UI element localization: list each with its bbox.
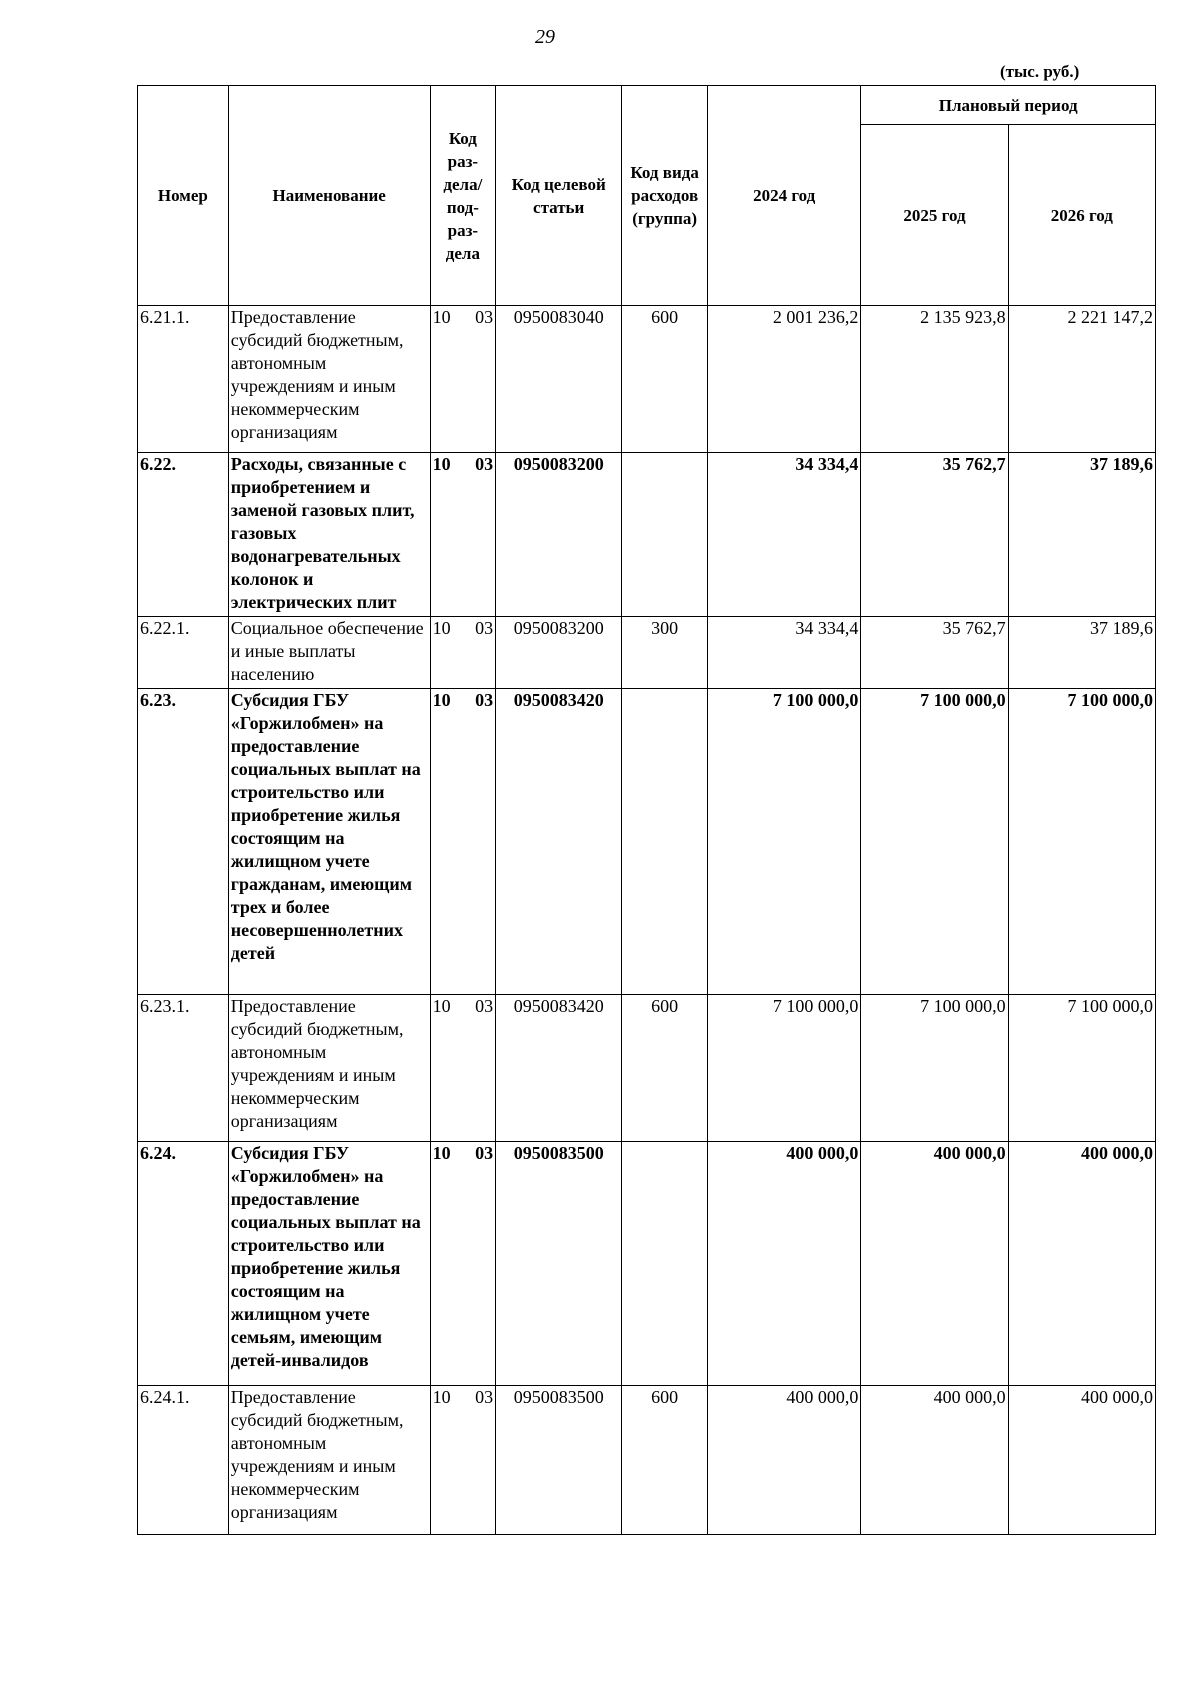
- row-target-code: 0950083200: [496, 453, 622, 617]
- row-amount-2025: 7 100 000,0: [861, 995, 1008, 1142]
- row-amount-2026: 7 100 000,0: [1008, 995, 1155, 1142]
- row-amount-2024: 2 001 236,2: [708, 306, 861, 453]
- row-amount-2026: 400 000,0: [1008, 1142, 1155, 1386]
- row-number: 6.24.1.: [138, 1386, 229, 1535]
- row-amount-2025: 35 762,7: [861, 617, 1008, 689]
- row-amount-2024: 7 100 000,0: [708, 689, 861, 995]
- row-target-code: 0950083200: [496, 617, 622, 689]
- row-amount-2026: 2 221 147,2: [1008, 306, 1155, 453]
- row-expense-type: 600: [622, 306, 708, 453]
- row-expense-type: 300: [622, 617, 708, 689]
- header-number: Номер: [138, 86, 229, 306]
- row-razdel-code: [430, 306, 496, 453]
- row-target-code: 0950083500: [496, 1386, 622, 1535]
- row-number: 6.23.: [138, 689, 229, 995]
- row-razdel-code: [430, 689, 496, 995]
- header-planned-period: Плановый период: [861, 86, 1156, 125]
- row-amount-2026: 37 189,6: [1008, 617, 1155, 689]
- row-amount-2024: 400 000,0: [708, 1142, 861, 1386]
- row-razdel-code: [430, 1142, 496, 1386]
- row-amount-2025: 400 000,0: [861, 1142, 1008, 1386]
- header-razdel: Код раз- дела/ под- раз- дела: [430, 86, 496, 306]
- table-body: [138, 306, 1156, 1535]
- header-year-2024: 2024 год: [708, 86, 861, 306]
- row-number: 6.24.: [138, 1142, 229, 1386]
- header-year-2026: 2026 год: [1008, 125, 1155, 306]
- razdel-code: 10: [432, 1387, 451, 1407]
- row-number: 6.22.1.: [138, 617, 229, 689]
- razdel-code: 10: [432, 690, 451, 710]
- header-expense-type: Код вида расходов (группа): [622, 86, 708, 306]
- row-name: Предоставление субсидий бюджетным, автономным учреждениям и иным некоммерческим организациям: [228, 1386, 430, 1535]
- row-name: Социальное обеспечение и иные выплаты населению: [228, 617, 430, 689]
- row-amount-2026: 7 100 000,0: [1008, 689, 1155, 995]
- row-name: Предоставление субсидий бюджетным, автономным учреждениям и иным некоммерческим организациям: [228, 995, 430, 1142]
- row-razdel-code: [430, 1386, 496, 1535]
- row-name: Субсидия ГБУ «Горжилобмен» на предоставление социальных выплат на строительство или приобретение жилья состоящим на жилищном учете семьям, имеющим детей-инвалидов: [228, 1142, 430, 1386]
- row-razdel-code: [430, 617, 496, 689]
- razdel-code: 10: [432, 454, 451, 474]
- row-name: Предоставление субсидий бюджетным, автономным учреждениям и иным некоммерческим организациям: [228, 306, 430, 453]
- table-row: [138, 617, 1156, 689]
- row-amount-2024: 7 100 000,0: [708, 995, 861, 1142]
- razdel-code: 10: [432, 307, 451, 327]
- row-expense-type: 600: [622, 995, 708, 1142]
- table-row: [138, 689, 1156, 995]
- row-amount-2024: 34 334,4: [708, 617, 861, 689]
- podrazdel-code: 03: [475, 996, 494, 1016]
- table-row: [138, 1142, 1156, 1386]
- razdel-code: 10: [432, 618, 451, 638]
- header-year-2025: 2025 год: [861, 125, 1008, 306]
- row-amount-2025: 2 135 923,8: [861, 306, 1008, 453]
- budget-table: [137, 85, 1156, 1535]
- table-row: [138, 453, 1156, 617]
- row-amount-2025: 35 762,7: [861, 453, 1008, 617]
- row-number: 6.23.1.: [138, 995, 229, 1142]
- row-target-code: 0950083040: [496, 306, 622, 453]
- table-row: [138, 1386, 1156, 1535]
- row-expense-type: [622, 689, 708, 995]
- row-razdel-code: [430, 995, 496, 1142]
- podrazdel-code: 03: [475, 307, 494, 327]
- podrazdel-code: 03: [475, 618, 494, 638]
- row-expense-type: [622, 1142, 708, 1386]
- table-row: [138, 995, 1156, 1142]
- units-label: (тыс. руб.): [1000, 62, 1080, 81]
- podrazdel-code: 03: [475, 1143, 494, 1163]
- row-expense-type: [622, 453, 708, 617]
- row-name: Расходы, связанные с приобретением и заменой газовых плит, газовых водонагревательных колонок и электрических плит: [228, 453, 430, 617]
- row-amount-2026: 37 189,6: [1008, 453, 1155, 617]
- row-razdel-code: [430, 453, 496, 617]
- row-name: Субсидия ГБУ «Горжилобмен» на предоставление социальных выплат на строительство или приобретение жилья состоящим на жилищном учете гражданам, имеющим трех и более несовершеннолетних детей: [228, 689, 430, 995]
- row-amount-2024: 400 000,0: [708, 1386, 861, 1535]
- row-amount-2024: 34 334,4: [708, 453, 861, 617]
- podrazdel-code: 03: [475, 454, 494, 474]
- razdel-code: 10: [432, 1143, 451, 1163]
- row-target-code: 0950083500: [496, 1142, 622, 1386]
- header-name: Наименование: [228, 86, 430, 306]
- header-target: Код целевой статьи: [496, 86, 622, 306]
- row-number: 6.22.: [138, 453, 229, 617]
- row-number: 6.21.1.: [138, 306, 229, 453]
- row-target-code: 0950083420: [496, 995, 622, 1142]
- podrazdel-code: 03: [475, 690, 494, 710]
- podrazdel-code: 03: [475, 1387, 494, 1407]
- razdel-code: 10: [432, 996, 451, 1016]
- header-row: [138, 86, 1156, 125]
- row-expense-type: 600: [622, 1386, 708, 1535]
- table-row: [138, 306, 1156, 453]
- row-target-code: 0950083420: [496, 689, 622, 995]
- row-amount-2026: 400 000,0: [1008, 1386, 1155, 1535]
- row-amount-2025: 400 000,0: [861, 1386, 1008, 1535]
- row-amount-2025: 7 100 000,0: [861, 689, 1008, 995]
- page-number: 29: [535, 26, 555, 48]
